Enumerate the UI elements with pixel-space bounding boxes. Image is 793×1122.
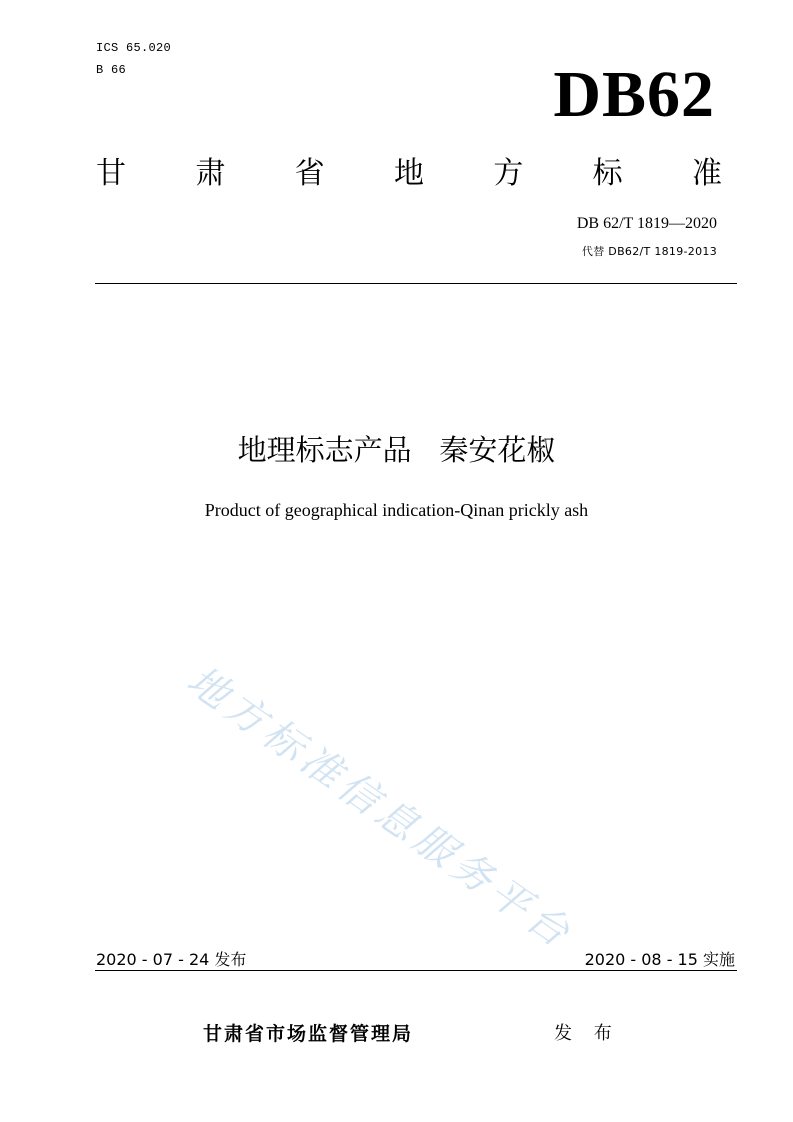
standard-number: DB 62/T 1819—2020 [576, 215, 717, 232]
ccs-code: B 66 [96, 63, 127, 77]
standard-type-char: 肃 [195, 156, 226, 191]
watermark: 地方标准信息服务平台 [178, 657, 582, 959]
standard-type-char: 准 [691, 156, 722, 191]
issue-date: 2020 - 07 - 24 发布 [96, 950, 247, 969]
standard-type-char: 甘 [96, 156, 126, 191]
document-title-chinese: 地理标志产品 秦安花椒 [237, 433, 556, 467]
header-divider [95, 283, 737, 284]
standard-type-char: 省 [294, 156, 325, 191]
issuing-authority: 甘肃省市场监督管理局 [203, 1023, 414, 1045]
implementation-date: 2020 - 08 - 15 实施 [584, 950, 735, 969]
standard-type-char: 地 [393, 156, 424, 191]
issued-label: 发 布 [554, 1023, 620, 1044]
db62-logo: DB62 [553, 58, 715, 131]
footer-divider [95, 970, 737, 971]
ics-code: ICS 65.020 [96, 41, 172, 55]
document-title-english: Product of geographical indication-Qinan prickly ash [204, 500, 589, 520]
standard-type-char: 方 [493, 156, 524, 191]
standard-type [96, 154, 722, 194]
replaces-standard: 代替 DB62/T 1819-2013 [581, 245, 717, 258]
standard-type-char: 标 [592, 156, 623, 191]
